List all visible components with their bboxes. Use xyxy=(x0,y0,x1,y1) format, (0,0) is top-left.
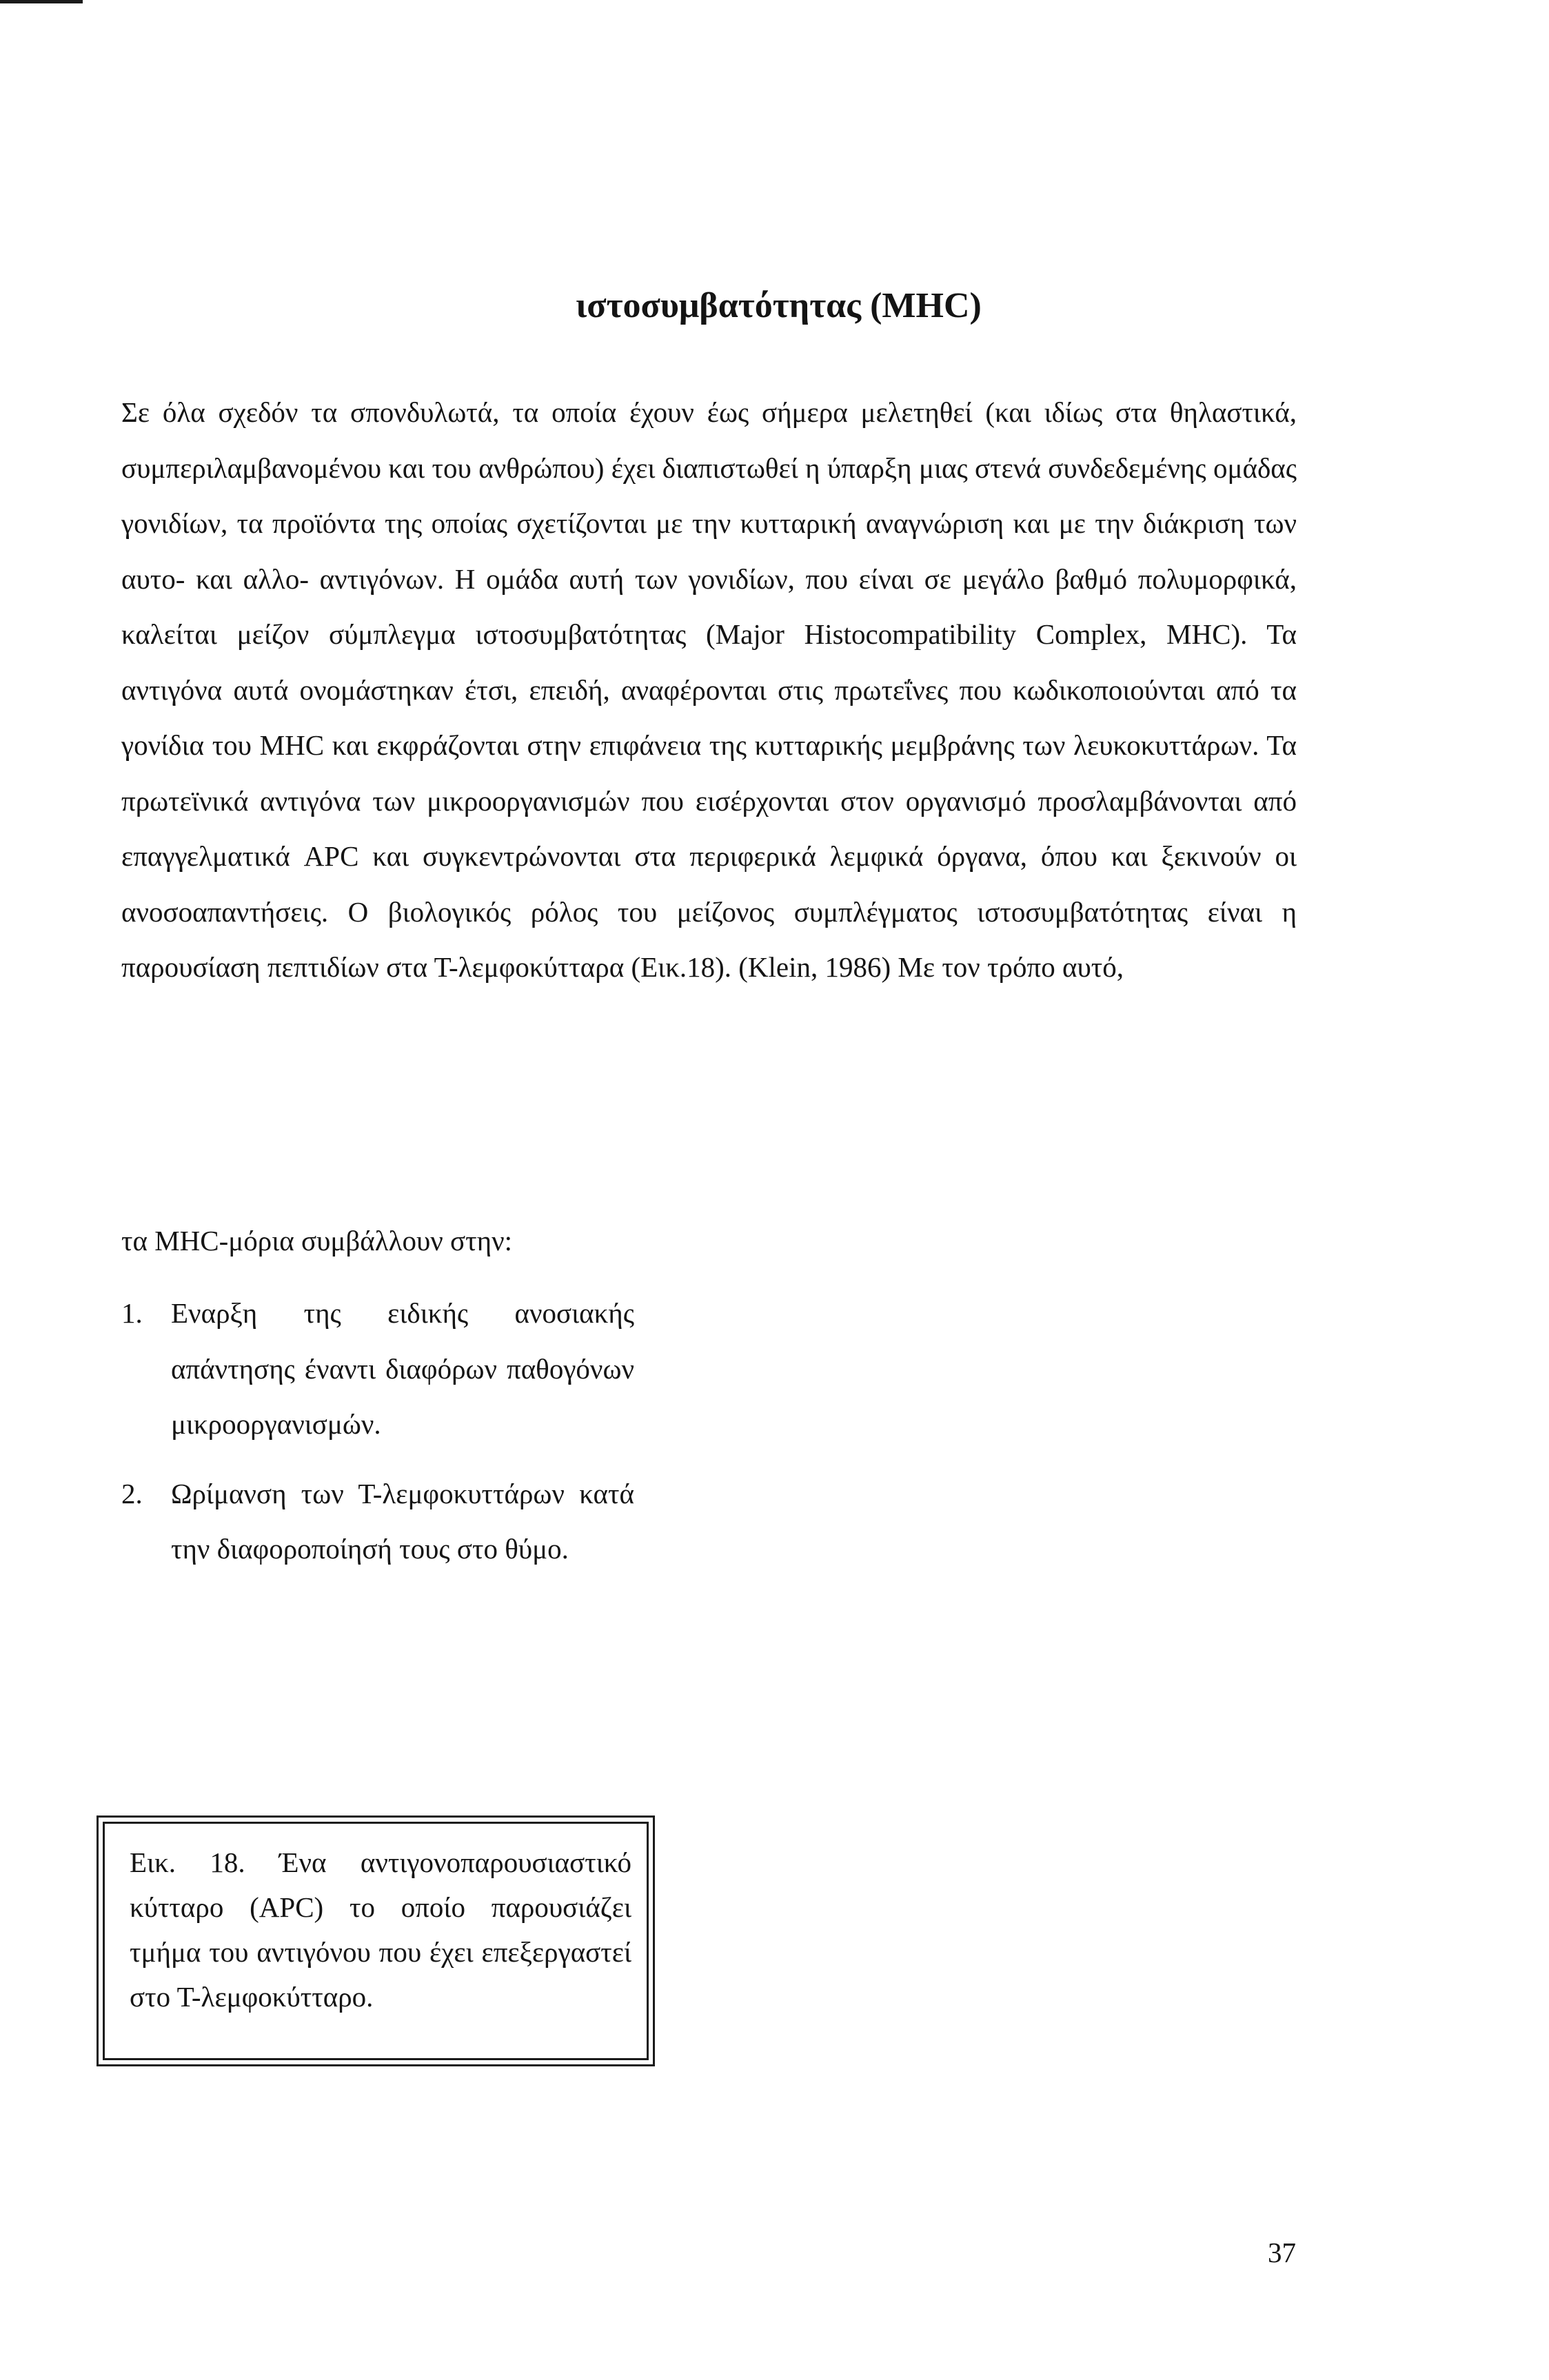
figure-caption-frame xyxy=(97,1815,655,2066)
list-lead-line: τα MHC-μόρια συμβάλλουν στην: xyxy=(121,1225,512,1257)
figure-caption-inner-frame xyxy=(103,1822,649,2060)
list-item-number: 2. xyxy=(121,1477,143,1509)
body-paragraph: Σε όλα σχεδόν τα σπονδυλωτά, τα οποία έχουν έως σήμερα μελετηθεί (και ιδίως στα θηλαστικά, συμπεριλαμβανομένου και του ανθρώπου) έχει διαπιστωθεί η ύπαρξη μιας στενά συνδεδεμένης ομάδας γονιδίων, τα προϊόντα της οποίας σχετίζονται με την κυτταρική αναγνώριση και με την διάκριση των αυτο- και αλλο- αντιγόνων. Η ομάδα αυτή των γονιδίων, που είναι σε μεγάλο βαθμό πολυμορφικά, καλείται μείζον σύμπλεγμα ιστοσυμβατότητας (Major Histocompatibility Complex, MHC). Τα αντιγόνα αυτά ονομάστηκαν έτσι, επειδή, αναφέρονται στις πρωτεΐνες που κωδικοποιούνται από τα γονίδια του MHC και εκφράζονται στην επιφάνεια της κυτταρικής μεμβράνης των λευκοκυττάρων. Τα πρωτεϊνικά αντιγόνα των μικροοργανισμών που εισέρχονται στον οργανισμό προσλαμβάνονται από επαγγελματικά APC και συγκεντρώνονται στα περιφερικά λεμφικά όργανα, όπου και ξεκινούν οι ανοσοαπαντήσεις. Ο βιολογικός ρόλος του μείζονος συμπλέγματος ιστοσυμβατότητας είναι η παρουσίαση πεπτιδίων στα Τ-λεμφοκύτταρα (Εικ.18). (Klein, 1986) Με τον τρόπο αυτό, xyxy=(121,396,1297,983)
list-item xyxy=(121,1466,638,1577)
figure-caption: Εικ. 18. Ένα αντιγονοπαρουσιαστικό κύτταρο (APC) το οποίο παρουσιάζει τμήμα του αντιγόνου που έχει επεξεργαστεί στο Τ-λεμφοκύτταρο. xyxy=(130,1847,631,2013)
function-list xyxy=(121,1285,638,1591)
list-item-text: Ωρίμανση των Τ-λεμφοκυττάρων κατά την διαφοροποίησή τους στο θύμο. xyxy=(171,1477,634,1565)
page-number: 37 xyxy=(1268,2237,1296,2268)
page-heading: ιστοσυμβατότητας (MHC) xyxy=(576,286,982,325)
list-item-text: Εναρξη της ειδικής ανοσιακής απάντησης έναντι διαφόρων παθογόνων μικροοργανισμών. xyxy=(171,1297,634,1440)
list-item xyxy=(121,1285,638,1452)
scan-corner-mark xyxy=(0,0,83,3)
list-item-number: 1. xyxy=(121,1297,143,1329)
